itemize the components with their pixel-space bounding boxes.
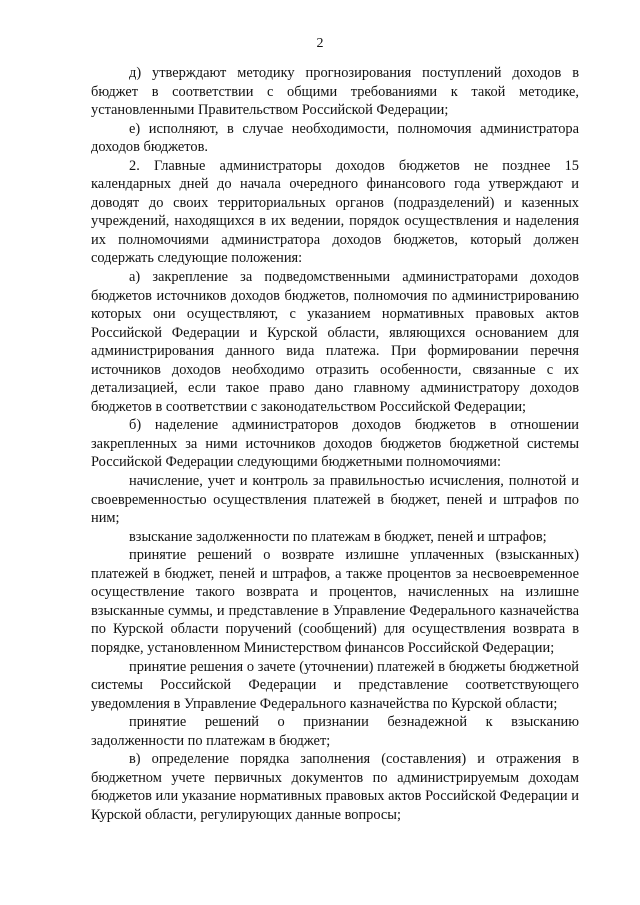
page-number: 2 [316, 36, 324, 51]
paragraph-b-bad-debt: принятие решений о признании безнадежной к взысканию задолженности по платежам в бюджет; [91, 714, 579, 749]
paragraph-b: б) наделение администраторов доходов бюджетов в отношении закрепленных за ними источников доходов бюджетов бюджетной системы Российской Федерации следующими бюджетными полномочиями: [91, 417, 579, 471]
paragraph-b-collection: взыскание задолженности по платежам в бюджет, пеней и штрафов; [129, 528, 547, 545]
paragraph-v: в) определение порядка заполнения (составления) и отражения в бюджетном учете первичных документов по администрируемым доходам бюджетов или указание нормативных правовых актов Российской Федерации и Курской области, регулирующих данные вопросы; [91, 751, 579, 823]
paragraph-2: 2. Главные администраторы доходов бюджетов не позднее 15 календарных дней до начала очередного финансового года утверждают и доводят до своих территориальных органов (подразделений) и казенных учреждений, находящихся в их ведении, порядок осуществления и наделения их полномочиями администратора доходов бюджетов, который должен содержать следующие положения: [91, 157, 579, 267]
paragraph-a: а) закрепление за подведомственными администраторами доходов бюджетов источников доходов бюджетов, полномочия по администрированию которых они осуществляют, с указанием нормативных правовых актов Российской Федерации и Курской области, являющихся основанием для администрирования данного вида платежа. При формировании перечня источников доходов необходимо отразить особенности, связанные с их детализацией, если такое право дано главному администратору доходов бюджетов в соответствии с законодательством Российской Федерации; [91, 269, 579, 415]
paragraph-e: е) исполняют, в случае необходимости, полномочия администратора доходов бюджетов. [91, 120, 579, 156]
paragraph-d: д) утверждают методику прогнозирования поступлений доходов в бюджет в соответствии с общими требованиями к такой методике, установленными Правительством Российской Федерации; [91, 65, 579, 119]
document-body [91, 64, 579, 824]
paragraph-b-refund: принятие решений о возврате излишне уплаченных (взысканных) платежей в бюджет, пеней и штрафов, а также процентов за несвоевременное осуществление такого возврата и процентов, начисленных на излишне взысканные суммы, и представление в Управление Федерального казначейства по Курской области поручений (сообщений) для осуществления возврата в порядке, установленном Министерством финансов Российской Федерации; [91, 547, 579, 656]
paragraph-b-offset: принятие решения о зачете (уточнении) платежей в бюджеты бюджетной системы Российской Федерации и представление соответствующего уведомления в Управление Федерального казначейства по Курской области; [91, 658, 579, 712]
paragraph-b-accrual: начисление, учет и контроль за правильностью исчисления, полнотой и своевременностью осуществления платежей в бюджет, пеней и штрафов по ним; [91, 473, 579, 527]
